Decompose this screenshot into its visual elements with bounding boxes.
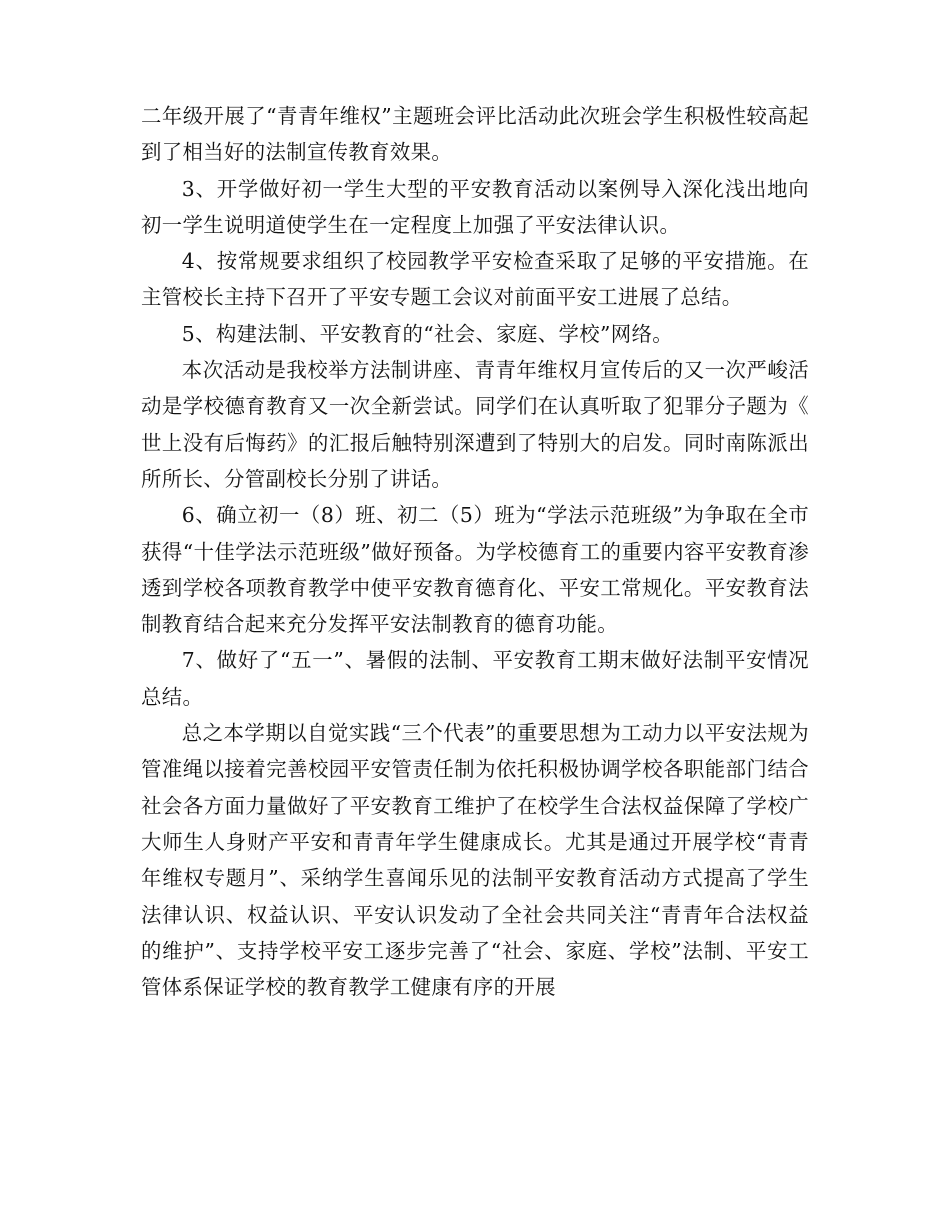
paragraph-item-4: 4、按常规要求组织了校园教学平安检查采取了足够的平安措施。在主管校长主持下召开了平安专题工会议对前面平安工进展了总结。 [141, 249, 809, 310]
paragraph-activity-summary: 本次活动是我校举方法制讲座、青青年维权月宣传后的又一次严峻活动是学校德育教育又一次全新尝试。同学们在认真听取了犯罪分子题为《世上没有后悔药》的汇报后触特别深遭到了特别大的启发。同时南陈派出所所长、分管副校长分别了讲话。 [141, 358, 809, 491]
document-body [141, 98, 809, 1005]
paragraph-item-6: 6、确立初一（8）班、初二（5）班为“学法示范班级”为争取在全市获得“十佳学法示范班级”做好预备。为学校德育工的重要内容平安教育渗透到学校各项教育教学中使平安教育德育化、平安工常规化。平安教育法制教育结合起来充分发挥平安法制教育的德育功能。 [141, 503, 809, 637]
paragraph-conclusion: 总之本学期以自觉实践“三个代表”的重要思想为工动力以平安法规为管准绳以接着完善校园平安管责任制为依托积极协调学校各职能部门结合社会各方面力量做好了平安教育工维护了在校学生合法权益保障了学校广大师生人身财产平安和青青年学生健康成长。尤其是通过开展学校“青青年维权专题月”、采纳学生喜闻乐见的法制平安教育活动方式提高了学生法律认识、权益认识、平安认识发动了全社会共同关注“青青年合法权益的维护”、支持学校平安工逐步完善了“社会、家庭、学校”法制、平安工管体系保证学校的教育教学工健康有序的开展 [141, 721, 809, 1000]
paragraph-item-3: 3、开学做好初一学生大型的平安教育活动以案例导入深化浅出地向初一学生说明道使学生在一定程度上加强了平安法律认识。 [141, 176, 809, 237]
paragraph-continuation: 二年级开展了“青青年维权”主题班会评比活动此次班会学生积极性较高起到了相当好的法制宣传教育效果。 [141, 104, 809, 165]
paragraph-item-7: 7、做好了“五一”、暑假的法制、平安教育工期末做好法制平安情况总结。 [141, 648, 809, 709]
paragraph-item-5: 5、构建法制、平安教育的“社会、家庭、学校”网络。 [181, 321, 673, 346]
